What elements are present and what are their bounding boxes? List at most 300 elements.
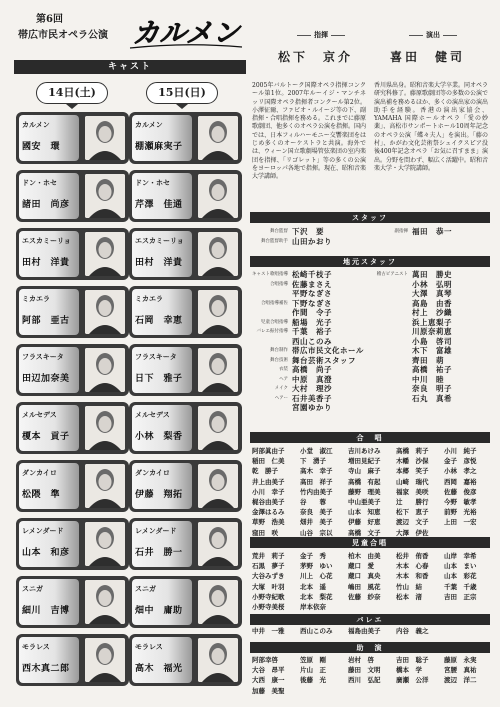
- staff-name: 奈良 明子: [412, 384, 452, 393]
- cast-name: 國安 環: [22, 142, 61, 152]
- cast-photo: [198, 232, 238, 276]
- cast-photo: [198, 464, 238, 508]
- name-row: [252, 665, 492, 675]
- cast-photo: [85, 522, 125, 566]
- person-name: 高田 祥子: [300, 477, 333, 486]
- staff-row: [252, 337, 364, 347]
- director-label: 演出: [406, 30, 460, 40]
- staff-role: ヘア: [279, 376, 288, 382]
- staff-name: 大澤 真琴: [412, 289, 452, 298]
- person-name: 畑井 美子: [300, 518, 333, 527]
- person-name: 前野 光裕: [444, 508, 477, 517]
- ballet-section-bar: バレエ: [250, 614, 490, 625]
- chorus-section-bar: 合 唱: [250, 432, 490, 443]
- person-name: [300, 686, 348, 696]
- staff-name: 下野なぎさ: [292, 298, 332, 308]
- cast-card: [16, 344, 129, 396]
- person-name: 高橋 文子: [348, 528, 381, 537]
- cast-name: 伊藤 翔拓: [135, 490, 183, 500]
- staff-role: 合唱指導補佐: [261, 300, 288, 306]
- cast-name: 松隈 準: [22, 490, 61, 500]
- staff-role: 稽古ピアニスト: [376, 272, 408, 277]
- person-name: 吉田 正宗: [444, 592, 477, 601]
- cast-role: カルメン: [22, 120, 50, 129]
- person-name: 奈良 美子: [300, 508, 333, 517]
- person-name: 宮腰 真祐: [444, 666, 477, 675]
- person-name: 松井 侑香: [396, 552, 429, 560]
- person-name: 笠原 剛: [300, 656, 326, 664]
- arrow-down-icon: [66, 104, 78, 109]
- person-name: 中山亜美子: [348, 498, 381, 507]
- date-pill-day2: 15日(日): [146, 82, 218, 104]
- cast-photo: [198, 406, 238, 450]
- person-name: 加藤 美聖: [252, 686, 285, 695]
- cast-card: [129, 112, 242, 164]
- extras-grid: [252, 655, 492, 696]
- person-name: 渡辺 文子: [396, 518, 429, 527]
- cast-name: 高木 福光: [135, 664, 183, 674]
- children-chorus-section-bar: 児童合唱: [250, 537, 490, 548]
- cast-card: [16, 112, 129, 164]
- person-name: 千葉 千歳: [444, 582, 477, 591]
- staff-row: [252, 237, 332, 247]
- cast-photo: [198, 348, 238, 392]
- name-row: [252, 456, 492, 466]
- cast-photo: [85, 290, 125, 334]
- person-name: 今野 敏孝: [444, 498, 477, 507]
- person-name: 柏木 由美: [348, 552, 381, 560]
- person-name: 大澤 伊佐: [396, 528, 429, 537]
- person-name: [348, 602, 396, 612]
- cast-card: [129, 576, 242, 628]
- name-row: [252, 551, 492, 561]
- staff-name: 宮園ゆかり: [292, 403, 332, 412]
- person-name: 藤田 文明: [348, 666, 381, 675]
- cast-name: 日下 雅子: [135, 374, 183, 384]
- cast-name: 田村 洋貴: [135, 258, 183, 268]
- cast-role: スニガ: [135, 584, 156, 593]
- conductor-name: 松下 京介: [278, 50, 354, 64]
- staff-section-bar: スタッフ: [250, 212, 490, 223]
- staff-role: メイク: [274, 386, 288, 391]
- staff-row: [252, 280, 364, 290]
- staff-name: 作間 令子: [292, 308, 332, 317]
- cast-name: 山本 和彦: [22, 548, 70, 558]
- person-name: 寺山 麻子: [348, 467, 381, 476]
- staff-row: [252, 346, 364, 356]
- person-name: 増田見紀子: [348, 457, 381, 466]
- cast-role: メルセデス: [135, 410, 170, 419]
- cast-card: [16, 402, 129, 454]
- staff-row: [372, 356, 452, 366]
- cast-card: [16, 170, 129, 222]
- local-staff-right-list: [372, 270, 452, 403]
- person-name: 佐藤 俊彦: [444, 487, 477, 496]
- person-name: 高橋 莉子: [396, 447, 429, 455]
- name-row: [252, 582, 492, 592]
- name-row: [252, 626, 444, 636]
- person-name: 小川 幸子: [252, 487, 285, 496]
- person-name: 蔵口 愛: [348, 562, 374, 571]
- name-row: [252, 477, 492, 487]
- person-name: 嶋田 風花: [348, 582, 381, 591]
- conductor-bio: 2005年バルトーク国際オペラ指揮コンクール第1位。2007年ルーイジ・マンチネッリ国際オペラ指揮者コンクール第2位。小澤征爾、ファビオ・ルイージ等の下、副指揮・合唱指揮を務める。これまでに藤原歌劇団、他多くのオペラ公演を指揮。国内では、日本フィルハーモニー交響楽団をはじめ多くのオーケストラと共演。海外では、ウィーン国立歌劇場管弦楽団の室内楽団を指揮、「リゴレット」等の多くの公演をヨーロッパ各地で指揮。現在、昭和音楽大学講師。: [252, 82, 367, 181]
- person-name: 竹内由美子: [300, 487, 333, 496]
- cast-role: モラレス: [135, 642, 163, 651]
- person-name: 西山このみ: [300, 627, 333, 635]
- cast-photo: [198, 116, 238, 160]
- cast-photo: [85, 464, 125, 508]
- staff-role: ヘアー: [274, 395, 288, 401]
- staff-row: [372, 346, 452, 356]
- director-name: 喜田 健司: [390, 50, 466, 64]
- staff-role: バレエ振付指導: [256, 329, 288, 334]
- person-name: 金子 彦悦: [444, 457, 477, 466]
- person-name: 松本 渚: [396, 592, 422, 601]
- person-name: 阿部幸啓: [252, 656, 278, 664]
- staff-row: [252, 227, 332, 237]
- person-name: 山岸 幸希: [444, 552, 477, 560]
- person-name: 川上 心花: [300, 572, 333, 581]
- person-name: 大谷みずき: [252, 572, 285, 581]
- person-name: 辻 勝行: [396, 498, 429, 507]
- cast-name: 阿部 亜古: [22, 316, 70, 326]
- person-name: 茅野 ゆい: [300, 562, 333, 571]
- person-name: 藤野 理美: [348, 487, 381, 496]
- person-name: 渡辺 洋二: [444, 676, 477, 685]
- cast-card: [129, 344, 242, 396]
- staff-name: 川原奈莉恵: [412, 327, 452, 336]
- person-name: [396, 686, 444, 696]
- staff-name: 高橋 祐子: [412, 365, 452, 374]
- cast-name: 小林 梨香: [135, 432, 183, 442]
- staff-name: 千葉 裕子: [292, 327, 332, 336]
- person-name: 岩村 啓: [348, 656, 374, 664]
- staff-row: [372, 337, 452, 347]
- staff-name: 松崎千枝子: [292, 270, 332, 279]
- person-name: 北本 梨花: [300, 592, 333, 601]
- staff-role: 合唱指導: [270, 281, 288, 287]
- chorus-grid: [252, 446, 492, 538]
- cast-role: フラスキータ: [22, 352, 64, 361]
- cast-photo: [85, 580, 125, 624]
- person-name: 高木 幸子: [300, 467, 333, 476]
- carmen-logo: [126, 12, 246, 52]
- staff-name: 村上 沙織: [412, 308, 452, 317]
- staff-row: [372, 227, 452, 237]
- name-row: [252, 507, 492, 517]
- name-row: [252, 561, 492, 571]
- person-name: [444, 686, 492, 696]
- staff-row: [372, 289, 452, 299]
- cast-card: [129, 634, 242, 686]
- person-name: 荒井 莉子: [252, 552, 285, 560]
- name-row: [252, 446, 492, 456]
- staff-row: [372, 394, 452, 404]
- name-row: [252, 497, 492, 507]
- name-row: [252, 466, 492, 476]
- name-row: [252, 655, 492, 665]
- staff-role: 衣装: [279, 367, 288, 372]
- staff-row: [252, 289, 364, 299]
- staff-row: [252, 299, 364, 309]
- person-name: 竹山 結: [396, 582, 422, 591]
- staff-row: [252, 318, 364, 328]
- staff-name: 下沢 要: [292, 227, 324, 236]
- staff-name: 齊田 萌: [412, 355, 444, 365]
- staff-name: 小林 弘明: [412, 279, 452, 289]
- person-name: 山本 まい: [444, 562, 477, 571]
- person-name: 井上由美子: [252, 477, 285, 486]
- staff-role: 児童合唱指導: [261, 319, 288, 325]
- person-name: 吉田 聡子: [396, 656, 429, 664]
- staff-name: 石丸 真希: [412, 393, 452, 403]
- person-name: 阿部眞由子: [252, 447, 285, 455]
- cast-role: モラレス: [22, 642, 50, 651]
- person-name: 小野寺紀歌: [252, 592, 285, 601]
- cast-role: カルメン: [135, 120, 163, 129]
- cast-photo: [85, 174, 125, 218]
- cast-role: エスカミーリョ: [22, 236, 71, 245]
- arrow-down-icon: [176, 104, 188, 109]
- staff-row: [252, 308, 364, 318]
- cast-card: [16, 518, 129, 570]
- person-name: 中井 一雅: [252, 627, 285, 635]
- cast-photo: [198, 174, 238, 218]
- person-name: 木本 心春: [396, 562, 429, 571]
- staff-name: 中川 睦: [412, 374, 444, 384]
- cast-name: 畑中 庸助: [135, 606, 183, 616]
- staff-name: 舞台芸術スタッフ: [292, 355, 356, 365]
- staff-name: 小島 啓司: [412, 336, 452, 346]
- person-name: 伊藤 好恵: [348, 518, 381, 527]
- staff-name: 船場 光子: [292, 317, 332, 327]
- person-name: 山崎 瑞代: [396, 477, 429, 486]
- extras-section-bar: 助 演: [250, 642, 490, 653]
- person-name: 福島由美子: [348, 627, 381, 635]
- ballet-grid: [252, 626, 444, 636]
- cast-card: [16, 576, 129, 628]
- staff-row: [372, 280, 452, 290]
- person-name: 谷 蓉: [300, 498, 326, 507]
- name-row: [252, 592, 492, 602]
- cast-name: 棚瀬麻実子: [135, 142, 183, 152]
- cast-photo: [85, 116, 125, 160]
- person-name: 廣瀬 公洋: [396, 676, 429, 685]
- person-name: 下 湧子: [300, 457, 326, 466]
- cast-role: ミカエラ: [22, 294, 50, 303]
- staff-row: [372, 375, 452, 385]
- staff-name: 山田かおり: [292, 236, 332, 246]
- cast-photo: [85, 406, 125, 450]
- cast-photo: [198, 522, 238, 566]
- director-bio: 香川県出身。昭和音楽大学卒業。同オペラ研究科修了。藤原歌劇団等の多数の公演で演出補を務めるほか、多くの演出家の演出助手を経験。香港の演出家協会、YAMAHA 国際ホールオペラ「愛の妙薬」、高松市サンポートホール10周年記念のオペラ公演「蝶々夫人」を演出。「藤の村」、かがわ文化芸術祭シェイクスピア没後400年記念オペラ「お気に召すまま」演出。分野を問わず、幅広く活躍中。昭和音楽大学・大学院講師。: [374, 82, 489, 172]
- person-name: 松下 恵子: [396, 508, 429, 517]
- staff-name: 西山このみ: [292, 336, 332, 346]
- staff-role: 副指揮: [394, 229, 408, 234]
- staff-left-list: [252, 227, 332, 246]
- person-name: 金子 秀: [300, 552, 326, 560]
- cast-role: フラスキータ: [135, 352, 177, 361]
- person-name: 小堂 淑江: [300, 447, 333, 455]
- staff-name: 浜上恵梨子: [412, 317, 452, 327]
- cast-name: 榎本 貢子: [22, 432, 70, 442]
- staff-name: 高島 由香: [412, 298, 452, 308]
- cast-photo: [198, 638, 238, 682]
- cast-role: レメンダード: [22, 526, 64, 535]
- person-name: 金澤はるみ: [252, 508, 285, 517]
- person-name: 木本 和香: [396, 572, 429, 581]
- person-name: 山谷 宗以: [300, 528, 333, 537]
- cast-card: [16, 228, 129, 280]
- edition-label: 第6回: [36, 14, 63, 25]
- cast-role: エスカミーリョ: [135, 236, 184, 245]
- person-name: 草野 浩美: [252, 518, 285, 527]
- staff-row: [252, 394, 364, 404]
- cast-section-bar: キャスト: [14, 60, 246, 74]
- staff-row: [372, 384, 452, 394]
- staff-row: [252, 327, 364, 337]
- staff-name: 木下 富雄: [412, 346, 452, 355]
- person-name: [396, 602, 444, 612]
- cast-card: [16, 460, 129, 512]
- staff-row: [372, 299, 452, 309]
- person-name: 橋本 学: [396, 666, 422, 675]
- person-name: 吉川あけみ: [348, 447, 381, 455]
- cast-photo: [198, 290, 238, 334]
- name-row: [252, 675, 492, 685]
- person-name: [444, 602, 492, 612]
- cast-card: [16, 634, 129, 686]
- name-row: [252, 487, 492, 497]
- cast-name: 石井 勝一: [135, 548, 183, 558]
- person-name: 梶谷由美子: [252, 498, 285, 507]
- person-name: 小林 孝之: [444, 467, 477, 476]
- cast-name: 石岡 幸恵: [135, 316, 183, 326]
- cast-role: ダンカイロ: [22, 468, 57, 477]
- cast-role: ミカエラ: [135, 294, 163, 303]
- staff-name: 平野なぎさ: [292, 289, 332, 298]
- cast-role: スニガ: [22, 584, 43, 593]
- series-label: 帯広市民オペラ公演: [18, 30, 108, 41]
- staff-row: [252, 384, 364, 394]
- person-name: 石黒 夢子: [252, 562, 285, 571]
- name-row: [252, 517, 492, 527]
- person-name: 小川 純子: [444, 447, 477, 455]
- name-row: [252, 571, 492, 581]
- person-name: 大谷 昂平: [252, 666, 285, 675]
- program-header: [14, 8, 244, 60]
- cast-card: [129, 228, 242, 280]
- children-chorus-grid: [252, 551, 492, 612]
- cast-card: [129, 460, 242, 512]
- cast-photo: [85, 348, 125, 392]
- staff-row: [372, 308, 452, 318]
- person-name: 山本 彩花: [444, 572, 477, 581]
- person-name: 西川 弘記: [348, 676, 381, 685]
- person-name: 本郷 笑子: [396, 467, 429, 476]
- person-name: 山本 知恵: [348, 508, 381, 517]
- cast-photo: [85, 232, 125, 276]
- cast-name: 諸田 尚彦: [22, 200, 70, 210]
- conductor-label: 指揮: [294, 30, 348, 40]
- name-row: [252, 602, 492, 612]
- person-name: 片山 正: [300, 666, 326, 675]
- date-pill-day1: 14日(土): [36, 82, 108, 104]
- staff-row: [252, 375, 364, 385]
- staff-name: 福田 恭一: [412, 227, 452, 236]
- staff-role: 舞台制作: [270, 348, 288, 353]
- cast-role: メルセデス: [22, 410, 57, 419]
- person-name: 佐藤 紗奈: [348, 592, 381, 601]
- staff-name: 中原 真澄: [292, 374, 332, 384]
- name-row: [252, 686, 492, 696]
- person-name: 木幡 沙保: [396, 457, 429, 466]
- person-name: 後藤 光: [300, 676, 326, 685]
- cast-name: 田辺加奈美: [22, 374, 70, 384]
- cast-name: 芹澤 佳通: [135, 200, 183, 210]
- person-name: 乾 勝子: [252, 467, 278, 476]
- staff-name: 萬田 勝史: [412, 270, 452, 279]
- person-name: 蔵口 真央: [348, 572, 381, 581]
- person-name: 大西 康一: [252, 676, 285, 685]
- cast-card: [129, 170, 242, 222]
- person-name: [348, 686, 396, 696]
- staff-role: キャスト歌唱指導: [252, 272, 288, 277]
- staff-role: 舞台監督: [270, 229, 288, 234]
- local-staff-left-list: [252, 270, 364, 413]
- staff-name: 石井美香子: [292, 393, 332, 403]
- person-name: 窪田 咲: [252, 528, 278, 537]
- person-name: 福家 美咲: [396, 487, 429, 496]
- local-staff-section-bar: 地元スタッフ: [250, 256, 490, 267]
- staff-name: 佐藤まさえ: [292, 279, 332, 289]
- staff-row: [372, 365, 452, 375]
- cast-name: 西木真二郎: [22, 664, 70, 674]
- person-name: 稲田 仁美: [252, 457, 285, 466]
- staff-row: [252, 356, 364, 366]
- cast-role: ダンカイロ: [135, 468, 170, 477]
- cast-card: [129, 286, 242, 338]
- staff-name: 大村 理沙: [292, 384, 332, 393]
- person-name: 北本 遥: [300, 582, 326, 591]
- staff-name: 帯広市民文化ホール: [292, 346, 364, 355]
- cast-card: [129, 402, 242, 454]
- staff-row: [252, 403, 364, 413]
- person-name: 高橋 有起: [348, 477, 381, 486]
- person-name: 大塚 叶羽: [252, 582, 285, 591]
- cast-card: [129, 518, 242, 570]
- cast-name: 細川 吉博: [22, 606, 70, 616]
- staff-role: 舞台技術: [270, 357, 288, 363]
- person-name: 藤原 永実: [444, 656, 477, 664]
- staff-name: 高橋 尚子: [292, 365, 332, 374]
- person-name: 上田 一宏: [444, 518, 477, 527]
- staff-row: [252, 270, 364, 280]
- person-name: 西岡 嘉裕: [444, 477, 477, 486]
- staff-row: [252, 365, 364, 375]
- staff-row: [372, 327, 452, 337]
- cast-photo: [198, 580, 238, 624]
- cast-role: ドン・ホセ: [22, 178, 57, 187]
- cast-name: 田村 洋貴: [22, 258, 70, 268]
- person-name: 岸本依奈: [300, 603, 326, 612]
- cast-role: ドン・ホセ: [135, 178, 170, 187]
- cast-role: レメンダード: [135, 526, 177, 535]
- cast-card: [16, 286, 129, 338]
- staff-right-list: [372, 227, 452, 237]
- svg-text:カルメン: カルメン: [132, 18, 240, 49]
